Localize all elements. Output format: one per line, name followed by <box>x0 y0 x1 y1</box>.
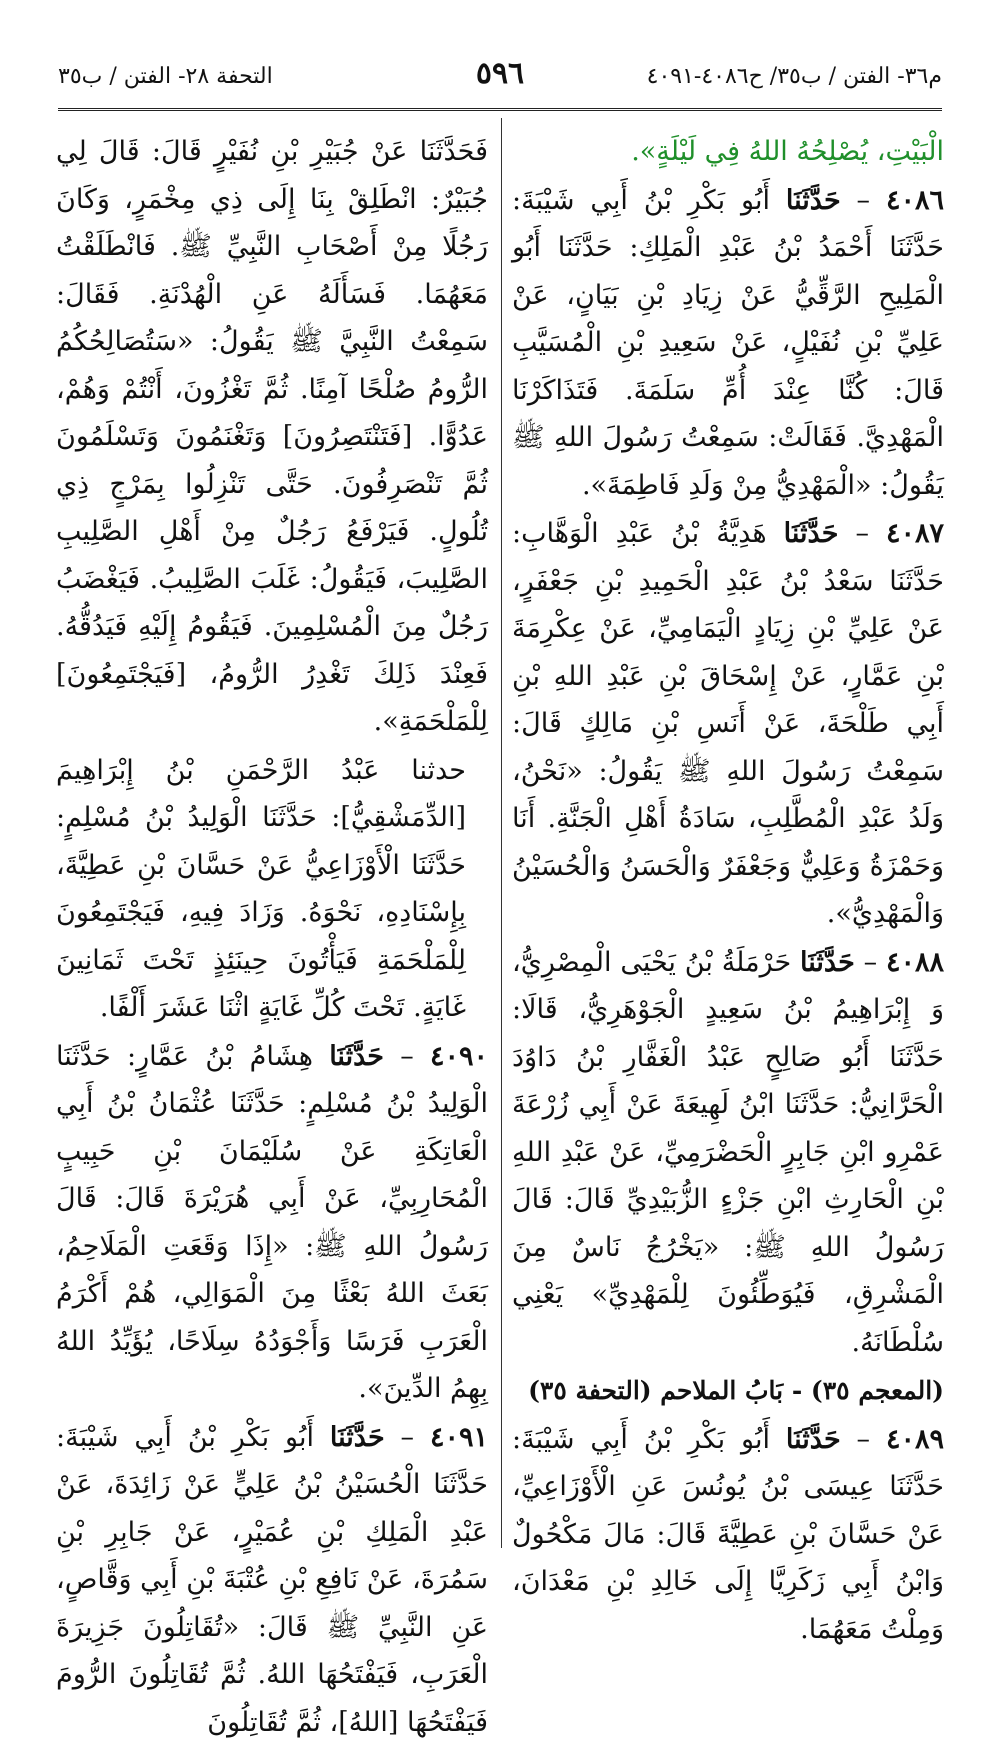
continued-text <box>512 128 944 176</box>
hadith-4087: ٤٠٨٧ – حَدَّثَنَا هَدِيَّةُ بْنُ عَبْدِ الْوَهَّابِ: حَدَّثَنَا سَعْدُ بْنُ عَبْدِ الْحَمِيدِ بْنِ جَعْفَرٍ، عَنْ عَلِيِّ بْنِ زِيَادٍ الْيَمَامِيِّ، عَنْ عِكْرِمَةَ بْنِ عَمَّارٍ، عَنْ إِسْحَاقَ بْنِ عَبْدِ اللهِ بْنِ أَبِي طَلْحَةَ، عَنْ أَنَسِ بْنِ مَالِكٍ قَالَ: سَمِعْتُ رَسُولَ اللهِ ﷺ يَقُولُ: «نَحْنُ، وَلَدُ عَبْدِ الْمُطَّلِبِ، سَادَةُ أَهْلِ الْجَنَّةِ. أَنَا وَحَمْزَةُ وَعَلِيٌّ وَجَعْفَرٌ وَالْحَسَنُ وَالْحُسَيْنُ وَالْمَهْدِيُّ». <box>512 510 944 938</box>
header-chapter-ref: م٣٦- الفتن / ب٣٥/ ح٤٠٨٦-٤٠٩١ <box>647 64 942 89</box>
haddathana-marker: حَدَّثَنَا <box>786 1424 841 1455</box>
haddathana-marker: حَدَّثَنَا <box>330 1422 385 1453</box>
continued-text-content: الْبَيْتِ، يُصْلِحُهُ اللهُ فِي لَيْلَةٍ». <box>631 136 944 167</box>
hadith-text: أَبُو بَكْرِ بْنُ أَبِي شَيْبَةَ: حَدَّثَنَا الْحُسَيْنُ بْنُ عَلِيٍّ عَنْ زَائِدَةَ، عَنْ عَبْدِ الْمَلِكِ بْنِ عُمَيْرٍ، عَنْ جَابِرِ بْنِ سَمُرَةَ، عَنْ نَافِعِ بْنِ عُتْبَةَ بْنِ أَبِي وَقَّاصٍ، عَنِ النَّبِيِّ ﷺ قَالَ: «تُقَاتِلُونَ جَزِيرَةَ الْعَرَبِ، فَيَفْتَحُهَا اللهُ. ثُمَّ تُقَاتِلُونَ الرُّومَ فَيَفْتَحُهَا [اللهُ]، ثُمَّ تُقَاتِلُونَ <box>56 1422 488 1738</box>
hadith-4088: ٤٠٨٨ – حَدَّثَنَا حَرْمَلَةُ بْنُ يَحْيَى الْمِصْرِيُّ، وَ إِبْرَاهِيمُ بْنُ سَعِيدٍ الْجَوْهَرِيُّ، قَالَا: حَدَّثَنَا أَبُو صَالِحٍ عَبْدُ الْغَفَّارِ بْنُ دَاوُدَ الْحَرَّانِيُّ: حَدَّثَنَا ابْنُ لَهِيعَةَ عَنْ أَبِي زُرْعَةَ عَمْرِو ابْنِ جَابِرٍ الْحَضْرَمِيِّ، عَنْ عَبْدِ اللهِ بْنِ الْحَارِثِ ابْنِ جَزْءٍ الزُّبَيْدِيِّ قَالَ: قَالَ رَسُولُ اللهِ ﷺ: «يَخْرُجُ نَاسٌ مِنَ الْمَشْرِقِ، فَيُوَطِّئُونَ لِلْمَهْدِيِّ» يَعْنِي سُلْطَانَهُ. <box>512 939 944 1367</box>
header-rule <box>58 108 942 111</box>
header-tuhfa-ref: التحفة ٢٨- الفتن / ب٣٥ <box>58 64 273 89</box>
hadith-text: هَدِيَّةُ بْنُ عَبْدِ الْوَهَّابِ: حَدَّثَنَا سَعْدُ بْنُ عَبْدِ الْحَمِيدِ بْنِ جَعْفَرٍ، عَنْ عَلِيِّ بْنِ زِيَادٍ الْيَمَامِيِّ، عَنْ عِكْرِمَةَ بْنِ عَمَّارٍ، عَنْ إِسْحَاقَ بْنِ عَبْدِ اللهِ بْنِ أَبِي طَلْحَةَ، عَنْ أَنَسِ بْنِ مَالِكٍ قَالَ: سَمِعْتُ رَسُولَ اللهِ ﷺ يَقُولُ: «نَحْنُ، وَلَدُ عَبْدِ الْمُطَّلِبِ، سَادَةُ أَهْلِ الْجَنَّةِ. أَنَا وَحَمْزَةُ وَعَلِيٌّ وَجَعْفَرٌ وَالْحَسَنُ وَالْحُسَيْنُ وَالْمَهْدِيُّ». <box>512 518 944 929</box>
haddathana-marker: حَدَّثَنَا <box>800 947 855 978</box>
chapter-heading <box>512 1367 944 1415</box>
hadith-text: هِشَامُ بْنُ عَمَّارٍ: حَدَّثَنَا الْوَلِيدُ بْنُ مُسْلِمٍ: حَدَّثَنَا عُثْمَانُ بْنُ أَبِي الْعَاتِكَةِ عَنْ سُلَيْمَانَ بْنِ حَبِيبٍ الْمُحَارِبِيِّ، عَنْ أَبِي هُرَيْرَةَ قَالَ: قَالَ رَسُولُ اللهِ ﷺ: «إِذَا وَقَعَتِ الْمَلَاحِمُ، بَعَثَ اللهُ بَعْثًا مِنَ الْمَوَالِي، هُمْ أَكْرَمُ الْعَرَبِ فَرَسًا وَأَجْوَدُهُ سِلَاحًا، يُؤَيِّدُ اللهُ بِهِمُ الدِّينَ». <box>56 1041 488 1405</box>
hadith-number: ٤٠٩١ <box>430 1422 488 1453</box>
page-header <box>58 52 942 108</box>
column-divider <box>501 118 502 1548</box>
haddathana-marker: حَدَّثَنَا <box>329 1041 384 1072</box>
hadith-text: حدثنا عَبْدُ الرَّحْمَنِ بْنُ إِبْرَاهِيمَ [الدِّمَشْقِيُّ]: حَدَّثَنَا الْوَلِيدُ بْنُ مُسْلِمٍ: حَدَّثَنَا الْأَوْزَاعِيُّ عَنْ حَسَّانَ بْنِ عَطِيَّةَ، بِإِسْنَادِهِ، نَحْوَهُ. وَزَادَ فِيهِ، فَيَجْتَمِعُونَ لِلْمَلْحَمَةِ فَيَأْتُونَ حِينَئِذٍ تَحْتَ ثَمَانِينَ غَايَةٍ. تَحْتَ كُلِّ غَايَةٍ اثْنَا عَشَرَ أَلْفًا. <box>56 755 466 1024</box>
hadith-number: ٤٠٩٠ <box>430 1041 488 1072</box>
chapter-heading-text: (المعجم ٣٥) - بَابُ الملاحم (التحفة ٣٥) <box>528 1376 944 1405</box>
hadith-4089-continued <box>56 128 488 746</box>
hadith-text: حَرْمَلَةُ بْنُ يَحْيَى الْمِصْرِيُّ، وَ إِبْرَاهِيمُ بْنُ سَعِيدٍ الْجَوْهَرِيُّ، قَالَا: حَدَّثَنَا أَبُو صَالِحٍ عَبْدُ الْغَفَّارِ بْنُ دَاوُدَ الْحَرَّانِيُّ: حَدَّثَنَا ابْنُ لَهِيعَةَ عَنْ أَبِي زُرْعَةَ عَمْرِو ابْنِ جَابِرٍ الْحَضْرَمِيِّ، عَنْ عَبْدِ اللهِ بْنِ الْحَارِثِ ابْنِ جَزْءٍ الزُّبَيْدِيِّ قَالَ: قَالَ رَسُولُ اللهِ ﷺ: «يَخْرُجُ نَاسٌ مِنَ الْمَشْرِقِ، فَيُوَطِّئُونَ لِلْمَهْدِيِّ» يَعْنِي سُلْطَانَهُ. <box>512 947 944 1358</box>
right-column <box>512 128 944 1653</box>
hadith-number: ٤٠٨٦ <box>886 185 944 216</box>
hadith-4089: ٤٠٨٩ – حَدَّثَنَا أَبُو بَكْرِ بْنُ أَبِي شَيْبَةَ: حَدَّثَنَا عِيسَى بْنُ يُونُسَ عَنِ الْأَوْزَاعِيِّ، عَنْ حَسَّانَ بْنِ عَطِيَّةَ قَالَ: مَالَ مَكْحُولٌ وَابْنُ أَبِي زَكَرِيَّا إِلَى خَالِدِ بْنِ مَعْدَانَ، وَمِلْتُ مَعَهُمَا. <box>512 1416 944 1654</box>
hadith-number: ٤٠٨٩ <box>886 1424 944 1455</box>
hadith-text: أَبُو بَكْرِ بْنُ أَبِي شَيْبَةَ: حَدَّثَنَا عِيسَى بْنُ يُونُسَ عَنِ الْأَوْزَاعِيِّ، عَنْ حَسَّانَ بْنِ عَطِيَّةَ قَالَ: مَالَ مَكْحُولٌ وَابْنُ أَبِي زَكَرِيَّا إِلَى خَالِدِ بْنِ مَعْدَانَ، وَمِلْتُ مَعَهُمَا. <box>512 1424 944 1645</box>
alternate-chain <box>56 747 488 1032</box>
hadith-text: فَحَدَّثَنَا عَنْ جُبَيْرِ بْنِ نُفَيْرٍ قَالَ: قَالَ لِي جُبَيْرٌ: انْطَلِقْ بِنَا إِلَى ذِي مِخْمَرٍ، وَكَانَ رَجُلًا مِنْ أَصْحَابِ النَّبِيِّ ﷺ. فَانْطَلَقْتُ مَعَهُمَا. فَسَأَلَهُ عَنِ الْهُدْنَةِ. فَقَالَ: سَمِعْتُ النَّبِيَّ ﷺ يَقُولُ: «سَتُصَالِحُكُمُ الرُّومُ صُلْحًا آمِنًا. ثُمَّ تَغْزُونَ، أَنْتُمْ وَهُمْ، عَدُوًّا. [فَتَنْتَصِرُونَ] وَتَغْنَمُونَ وَتَسْلَمُونَ ثُمَّ تَنْصَرِفُونَ. حَتَّى تَنْزِلُوا بِمَرْجٍ ذِي تُلُولٍ. فَيَرْفَعُ رَجُلٌ مِنْ أَهْلِ الصَّلِيبِ الصَّلِيبَ، فَيَقُولُ: غَلَبَ الصَّلِيبُ. فَيَغْضَبُ رَجُلٌ مِنَ الْمُسْلِمِينَ. فَيَقُومُ إِلَيْهِ فَيَدُقُّهُ. فَعِنْدَ ذَلِكَ تَغْدِرُ الرُّومُ، [فَيَجْتَمِعُونَ] لِلْمَلْحَمَةِ». <box>56 136 488 737</box>
hadith-4091: ٤٠٩١ – حَدَّثَنَا أَبُو بَكْرِ بْنُ أَبِي شَيْبَةَ: حَدَّثَنَا الْحُسَيْنُ بْنُ عَلِيٍّ عَنْ زَائِدَةَ، عَنْ عَبْدِ الْمَلِكِ بْنِ عُمَيْرٍ، عَنْ جَابِرِ بْنِ سَمُرَةَ، عَنْ نَافِعِ بْنِ عُتْبَةَ بْنِ أَبِي وَقَّاصٍ، عَنِ النَّبِيِّ ﷺ قَالَ: «تُقَاتِلُونَ جَزِيرَةَ الْعَرَبِ، فَيَفْتَحُهَا اللهُ. ثُمَّ تُقَاتِلُونَ الرُّومَ فَيَفْتَحُهَا [اللهُ]، ثُمَّ تُقَاتِلُونَ <box>56 1414 488 1746</box>
haddathana-marker: حَدَّثَنَا <box>784 518 839 549</box>
left-column <box>56 128 488 1746</box>
hadith-number: ٤٠٨٨ <box>886 947 944 978</box>
hadith-number: ٤٠٨٧ <box>886 518 944 549</box>
haddathana-marker: حَدَّثَنَا <box>786 185 841 216</box>
page-number: ٥٩٦ <box>58 56 942 91</box>
hadith-text: أَبُو بَكْرِ بْنُ أَبِي شَيْبَةَ: حَدَّثَنَا أَحْمَدُ بْنُ عَبْدِ الْمَلِكِ: حَدَّثَنَا أَبُو الْمَلِيحِ الرَّقِّيُّ عَنْ زِيَادِ بْنِ بَيَانٍ، عَنْ عَلِيِّ بْنِ نُفَيْلٍ، عَنْ سَعِيدِ بْنِ الْمُسَيَّبِ قَالَ: كُنَّا عِنْدَ أُمِّ سَلَمَةَ. فَتَذَاكَرْنَا الْمَهْدِيَّ. فَقَالَتْ: سَمِعْتُ رَسُولَ اللهِ ﷺ يَقُولُ: «الْمَهْدِيُّ مِنْ وَلَدِ فَاطِمَةَ». <box>512 185 944 501</box>
hadith-4086: ٤٠٨٦ – حَدَّثَنَا أَبُو بَكْرِ بْنُ أَبِي شَيْبَةَ: حَدَّثَنَا أَحْمَدُ بْنُ عَبْدِ الْمَلِكِ: حَدَّثَنَا أَبُو الْمَلِيحِ الرَّقِّيُّ عَنْ زِيَادِ بْنِ بَيَانٍ، عَنْ عَلِيِّ بْنِ نُفَيْلٍ، عَنْ سَعِيدِ بْنِ الْمُسَيَّبِ قَالَ: كُنَّا عِنْدَ أُمِّ سَلَمَةَ. فَتَذَاكَرْنَا الْمَهْدِيَّ. فَقَالَتْ: سَمِعْتُ رَسُولَ اللهِ ﷺ يَقُولُ: «الْمَهْدِيُّ مِنْ وَلَدِ فَاطِمَةَ». <box>512 177 944 510</box>
hadith-4090: ٤٠٩٠ – حَدَّثَنَا هِشَامُ بْنُ عَمَّارٍ: حَدَّثَنَا الْوَلِيدُ بْنُ مُسْلِمٍ: حَدَّثَنَا عُثْمَانُ بْنُ أَبِي الْعَاتِكَةِ عَنْ سُلَيْمَانَ بْنِ حَبِيبٍ الْمُحَارِبِيِّ، عَنْ أَبِي هُرَيْرَةَ قَالَ: قَالَ رَسُولُ اللهِ ﷺ: «إِذَا وَقَعَتِ الْمَلَاحِمُ، بَعَثَ اللهُ بَعْثًا مِنَ الْمَوَالِي، هُمْ أَكْرَمُ الْعَرَبِ فَرَسًا وَأَجْوَدُهُ سِلَاحًا، يُؤَيِّدُ اللهُ بِهِمُ الدِّينَ». <box>56 1033 488 1413</box>
